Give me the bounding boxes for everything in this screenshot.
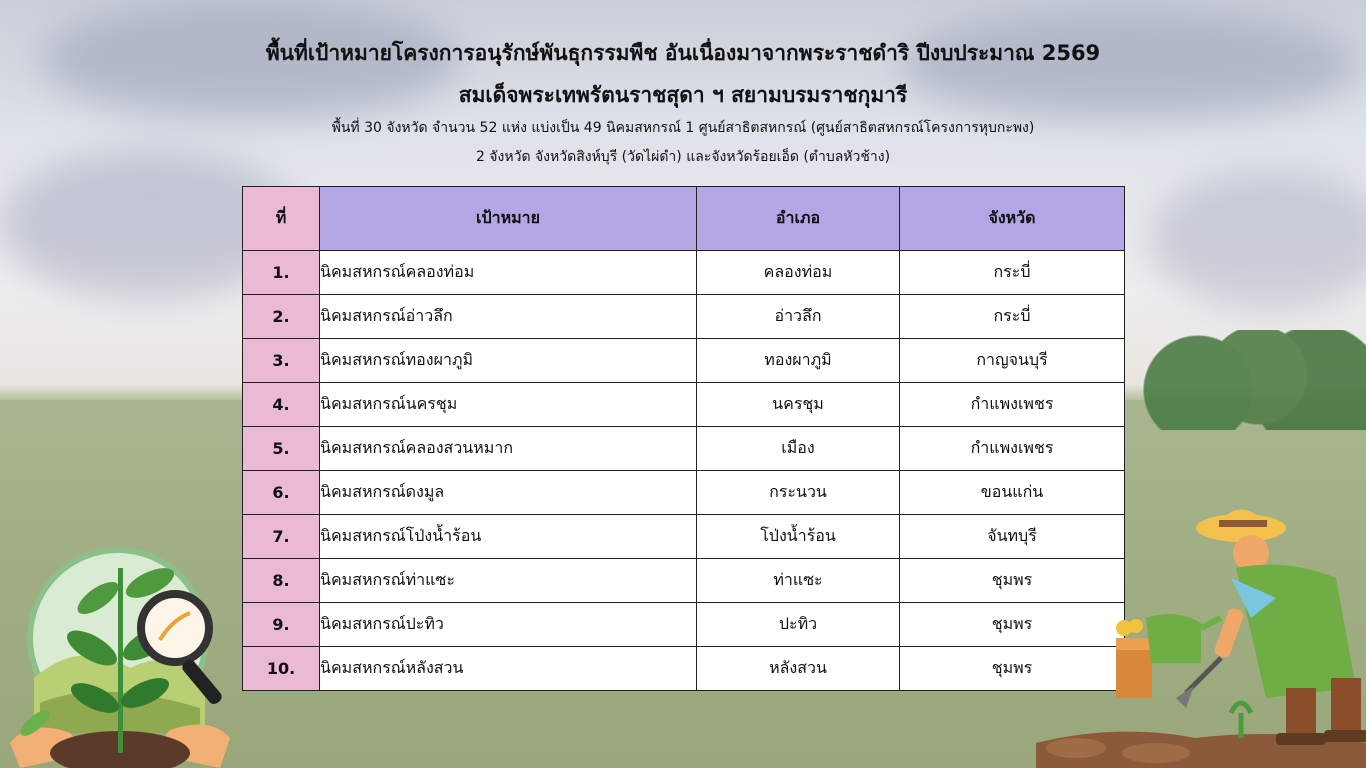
row-district: เมือง (697, 427, 900, 471)
cloud-decoration (1150, 170, 1366, 310)
row-district: กระนวน (697, 471, 900, 515)
bush-decoration (1126, 330, 1366, 430)
table-row (243, 647, 1125, 691)
table-row (243, 383, 1125, 427)
subtitle-line-1: พื้นที่ 30 จังหวัด จำนวน 52 แห่ง แบ่งเป็น 49 นิคมสหกรณ์ 1 ศูนย์สาธิตสหกรณ์ (ศูนย์สาธิตสหกรณ์โครงการหุบกะพง) (331, 120, 1035, 136)
row-province: ชุมพร (900, 559, 1125, 603)
table-row (243, 339, 1125, 383)
row-district: หลังสวน (697, 647, 900, 691)
table-row (243, 471, 1125, 515)
column-header-province: จังหวัด (900, 187, 1125, 251)
table-header-row (243, 187, 1125, 251)
row-number: 10. (243, 647, 320, 691)
column-header-no: ที่ (243, 187, 320, 251)
row-province: กระบี่ (900, 295, 1125, 339)
row-target: นิคมสหกรณ์นครชุม (320, 383, 697, 427)
row-number: 5. (243, 427, 320, 471)
column-header-target: เป้าหมาย (320, 187, 697, 251)
row-target: นิคมสหกรณ์อ่าวลึก (320, 295, 697, 339)
title-line-1: พื้นที่เป้าหมายโครงการอนุรักษ์พันธุกรรมพืช อันเนื่องมาจากพระราชดำริ ปีงบประมาณ 2569 (265, 41, 1101, 65)
row-number: 8. (243, 559, 320, 603)
table-row (243, 515, 1125, 559)
row-number: 2. (243, 295, 320, 339)
row-province: กำแพงเพชร (900, 383, 1125, 427)
row-target: นิคมสหกรณ์คลองท่อม (320, 251, 697, 295)
row-number: 6. (243, 471, 320, 515)
title-line-2: สมเด็จพระเทพรัตนราชสุดา ฯ สยามบรมราชกุมารี (458, 83, 908, 107)
table-row (243, 295, 1125, 339)
gardener-illustration (1036, 498, 1366, 768)
plant-magnifier-illustration (0, 528, 245, 768)
row-district: ปะทิว (697, 603, 900, 647)
row-number: 7. (243, 515, 320, 559)
row-province: ขอนแก่น (900, 471, 1125, 515)
row-district: ทองผาภูมิ (697, 339, 900, 383)
row-target: นิคมสหกรณ์คลองสวนหมาก (320, 427, 697, 471)
column-header-district: อำเภอ (697, 187, 900, 251)
target-table (242, 186, 1125, 691)
table-row (243, 603, 1125, 647)
subtitle-line-2: 2 จังหวัด จังหวัดสิงห์บุรี (วัดไผ่ดำ) และจังหวัดร้อยเอ็ด (ตำบลหัวช้าง) (475, 149, 891, 165)
row-target: นิคมสหกรณ์โป่งน้ำร้อน (320, 515, 697, 559)
row-number: 3. (243, 339, 320, 383)
table-row (243, 427, 1125, 471)
row-target: นิคมสหกรณ์หลังสวน (320, 647, 697, 691)
row-number: 1. (243, 251, 320, 295)
row-target: นิคมสหกรณ์ท่าแซะ (320, 559, 697, 603)
row-province: ชุมพร (900, 603, 1125, 647)
row-target: นิคมสหกรณ์ปะทิว (320, 603, 697, 647)
row-district: ท่าแซะ (697, 559, 900, 603)
row-province: ชุมพร (900, 647, 1125, 691)
table-row (243, 559, 1125, 603)
table-row (243, 251, 1125, 295)
row-province: จันทบุรี (900, 515, 1125, 559)
row-province: กระบี่ (900, 251, 1125, 295)
row-number: 9. (243, 603, 320, 647)
row-district: อ่าวลึก (697, 295, 900, 339)
row-number: 4. (243, 383, 320, 427)
row-target: นิคมสหกรณ์ทองผาภูมิ (320, 339, 697, 383)
header (0, 38, 1366, 167)
row-target: นิคมสหกรณ์ดงมูล (320, 471, 697, 515)
row-province: กาญจนบุรี (900, 339, 1125, 383)
row-province: กำแพงเพชร (900, 427, 1125, 471)
row-district: นครชุม (697, 383, 900, 427)
row-district: คลองท่อม (697, 251, 900, 295)
row-district: โป่งน้ำร้อน (697, 515, 900, 559)
